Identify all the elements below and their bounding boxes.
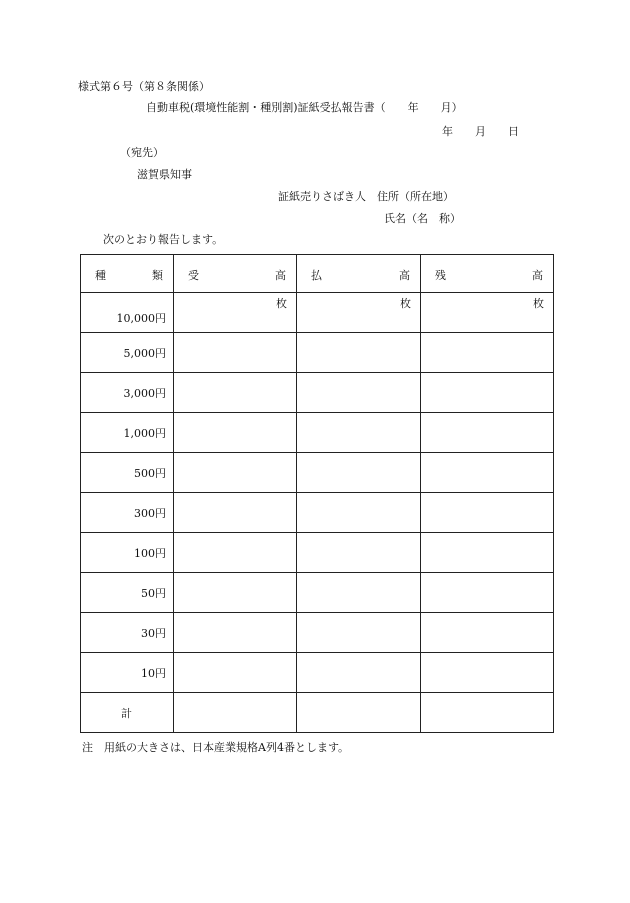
form-number: 様式第６号（第８条関係） xyxy=(78,80,210,93)
paid-cell[interactable] xyxy=(297,613,421,653)
denomination-cell: 5,000円 xyxy=(81,333,174,373)
denomination-cell: 50円 xyxy=(81,573,174,613)
balance-cell[interactable] xyxy=(421,533,554,573)
denomination-cell: 10円 xyxy=(81,653,174,693)
intro-text: 次のとおり報告します。 xyxy=(103,233,224,246)
balance-cell[interactable] xyxy=(421,413,554,453)
received-cell[interactable] xyxy=(174,653,297,693)
received-cell[interactable] xyxy=(174,573,297,613)
seller-address-label: 証紙売りさばき人 住所（所在地） xyxy=(278,190,454,203)
paid-cell[interactable] xyxy=(297,293,421,333)
denomination-cell: 300円 xyxy=(81,493,174,533)
total-paid-cell[interactable] xyxy=(297,693,421,733)
balance-cell[interactable] xyxy=(421,493,554,533)
received-cell[interactable] xyxy=(174,413,297,453)
paid-cell[interactable] xyxy=(297,493,421,533)
header-balance-left: 残 xyxy=(435,269,446,282)
total-row xyxy=(81,693,554,733)
paid-cell[interactable] xyxy=(297,453,421,493)
table-row xyxy=(81,373,554,413)
balance-cell[interactable] xyxy=(421,613,554,653)
received-cell[interactable] xyxy=(174,373,297,413)
denomination-cell: 1,000円 xyxy=(81,413,174,453)
addressee-label: （宛先） xyxy=(120,146,164,159)
header-balance xyxy=(421,255,554,293)
table-row xyxy=(81,293,554,333)
balance-cell[interactable] xyxy=(421,653,554,693)
header-kind xyxy=(81,255,174,293)
balance-cell[interactable] xyxy=(421,573,554,613)
header-balance-right: 高 xyxy=(532,269,543,282)
unit-label: 枚 xyxy=(533,297,544,310)
header-paid-left: 払 xyxy=(311,269,322,282)
paid-cell[interactable] xyxy=(297,573,421,613)
paid-cell[interactable] xyxy=(297,413,421,453)
header-paid-right: 高 xyxy=(399,269,410,282)
paid-cell[interactable] xyxy=(297,373,421,413)
table-row xyxy=(81,573,554,613)
denomination-cell: 500円 xyxy=(81,453,174,493)
received-cell[interactable] xyxy=(174,613,297,653)
balance-cell[interactable] xyxy=(421,293,554,333)
footnote: 注 用紙の大きさは、日本産業規格A列4番とします。 xyxy=(82,741,350,754)
received-cell[interactable] xyxy=(174,493,297,533)
denomination-cell: 3,000円 xyxy=(81,373,174,413)
denomination-cell: 100円 xyxy=(81,533,174,573)
paid-cell[interactable] xyxy=(297,533,421,573)
balance-cell[interactable] xyxy=(421,373,554,413)
table-row xyxy=(81,413,554,453)
header-received-left: 受 xyxy=(188,269,199,282)
received-cell[interactable] xyxy=(174,453,297,493)
balance-cell[interactable] xyxy=(421,453,554,493)
paid-cell[interactable] xyxy=(297,333,421,373)
table-row xyxy=(81,533,554,573)
header-received-right: 高 xyxy=(275,269,286,282)
total-balance-cell[interactable] xyxy=(421,693,554,733)
addressee: 滋賀県知事 xyxy=(137,168,192,181)
table-row xyxy=(81,333,554,373)
balance-cell[interactable] xyxy=(421,333,554,373)
paid-cell[interactable] xyxy=(297,653,421,693)
table-header-row xyxy=(81,255,554,293)
date-line: 年 月 日 xyxy=(442,125,519,138)
header-kind-right: 類 xyxy=(152,269,163,282)
denomination-cell: 30円 xyxy=(81,613,174,653)
received-cell[interactable] xyxy=(174,333,297,373)
denomination-cell: 10,000円 xyxy=(81,293,174,333)
document-title: 自動車税(環境性能割・種別割)証紙受払報告書（ 年 月） xyxy=(146,101,463,114)
received-cell[interactable] xyxy=(174,293,297,333)
header-kind-left: 種 xyxy=(95,269,106,282)
table-row xyxy=(81,613,554,653)
table-row xyxy=(81,453,554,493)
table-row xyxy=(81,493,554,533)
total-received-cell[interactable] xyxy=(174,693,297,733)
total-label: 計 xyxy=(81,693,174,733)
unit-label: 枚 xyxy=(400,297,411,310)
unit-label: 枚 xyxy=(276,297,287,310)
table-row xyxy=(81,653,554,693)
seller-name-label: 氏名（名 称） xyxy=(384,212,461,225)
header-received xyxy=(174,255,297,293)
stamp-report-table xyxy=(80,254,554,733)
received-cell[interactable] xyxy=(174,533,297,573)
header-paid xyxy=(297,255,421,293)
